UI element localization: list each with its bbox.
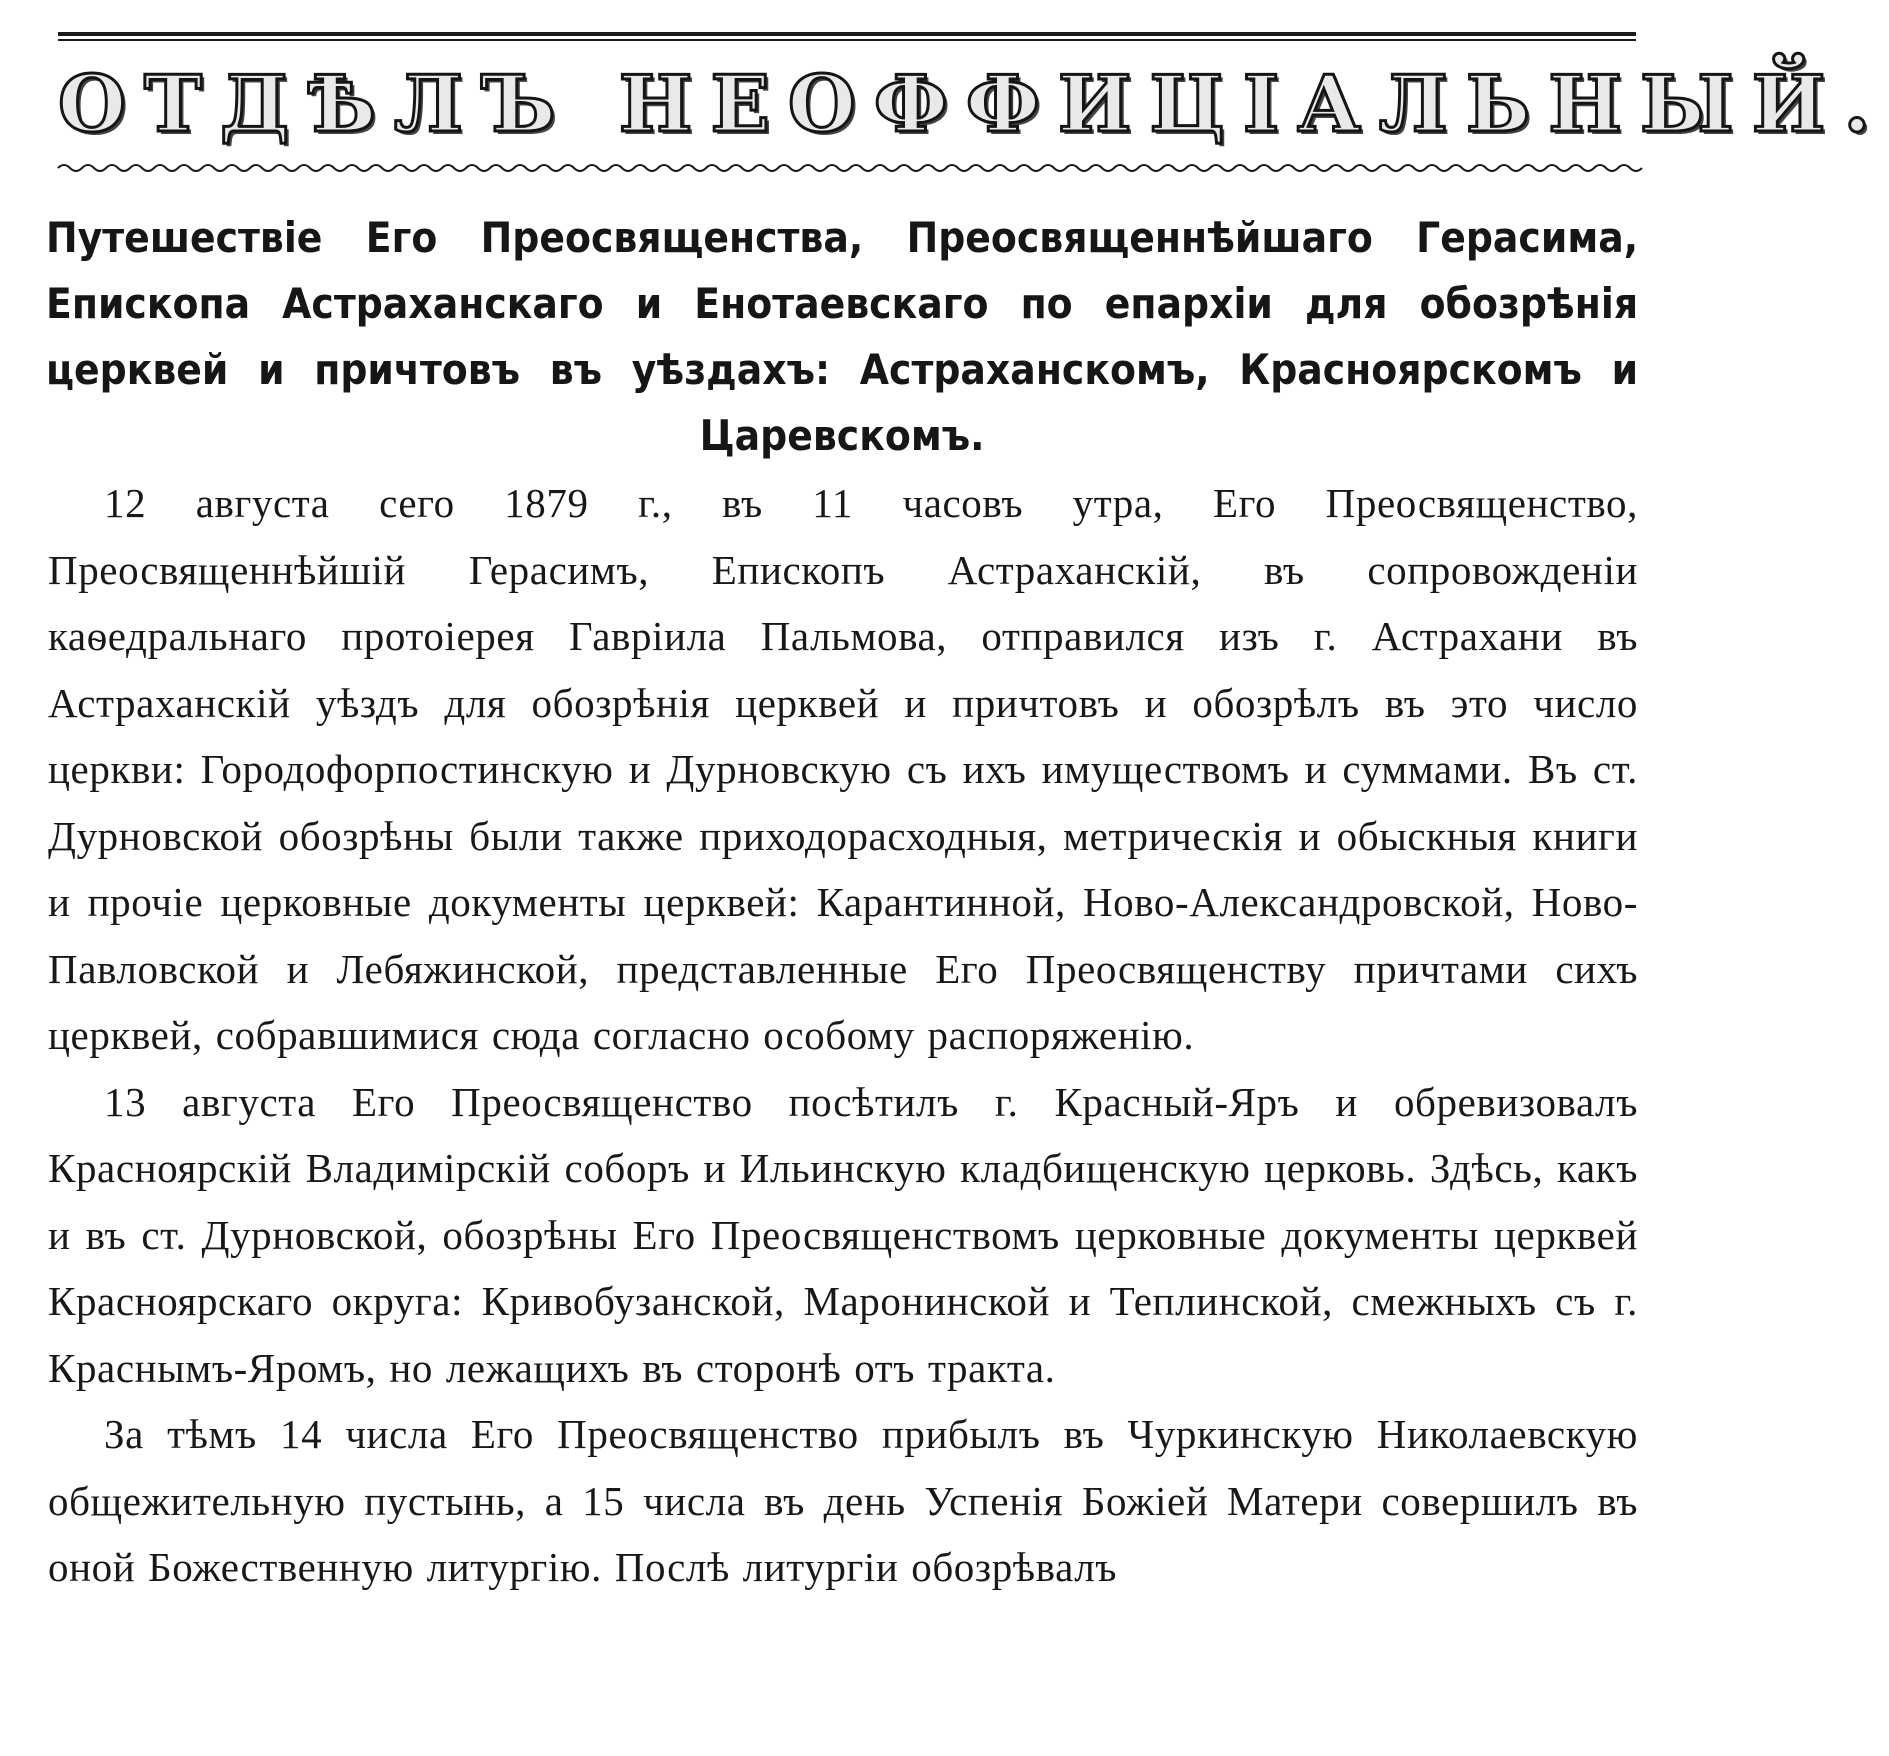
paragraph-2: 13 августа Его Преосвященство посѣтилъ г. Красный-Яръ и обревизовалъ Красноярскій Владимірскій соборъ и Ильинскую кладбищенскую церковь. Здѣсь, какъ и въ ст. Дурновской, обозрѣны Его Преосвященствомъ церковные документы церквей Красноярскаго округа: Кривобузанской, Маронинской и Теплинской, смежныхъ съ г. Краснымъ-Яромъ, но лежащихъ въ сторонѣ отъ тракта.	[48, 1078, 1638, 1391]
paragraph-1: 12 августа сего 1879 г., въ 11 часовъ утра, Его Преосвященство, Преосвященнѣйшій Герасимъ, Епископъ Астраханскій, въ сопровожденіи каѳедральнаго протоіерея Гавріила Пальмова, отправился изъ г. Астрахани въ Астраханскій уѣздъ для обозрѣнія церквей и причтовъ и обозрѣлъ въ это число церкви: Городофорпостинскую и Дурновскую съ ихъ имуществомъ и суммами. Въ ст. Дурновской обозрѣны были также приходорасходныя, метрическія и обыскныя книги и прочіе церковные документы церквей: Карантинной, Ново-Александровской, Ново-Павловской и Лебяжинской, представленные Его Преосвященству причтами сихъ церквей, собравшимися сюда согласно особому распоряженію.	[48, 480, 1638, 1058]
top-rule-thick	[58, 32, 1636, 36]
section-title: ОТДѢЛЪ НЕОФФИЦІАЛЬНЫЙ.	[58, 59, 1889, 150]
wavy-divider	[58, 160, 1636, 176]
top-rule-thin	[58, 39, 1636, 41]
paragraph-3: За тѣмъ 14 числа Его Преосвященство прибылъ въ Чуркинскую Николаевскую общежительную пустынь, а 15 числа въ день Успенія Божіей Матери совершилъ въ оной Божественную литургію. Послѣ литургіи обозрѣвалъ	[48, 1411, 1638, 1590]
article-body	[48, 470, 1638, 1601]
top-double-rule	[58, 30, 1636, 44]
article-heading: Путешествіе Его Преосвященства, Преосвященнѣйшаго Герасима, Епископа Астраханскаго и Енотаевскаго по епархіи для обозрѣнія церквей и причтовъ въ уѣздахъ: Астраханскомъ, Красноярскомъ и Царевскомъ.	[46, 213, 1639, 460]
